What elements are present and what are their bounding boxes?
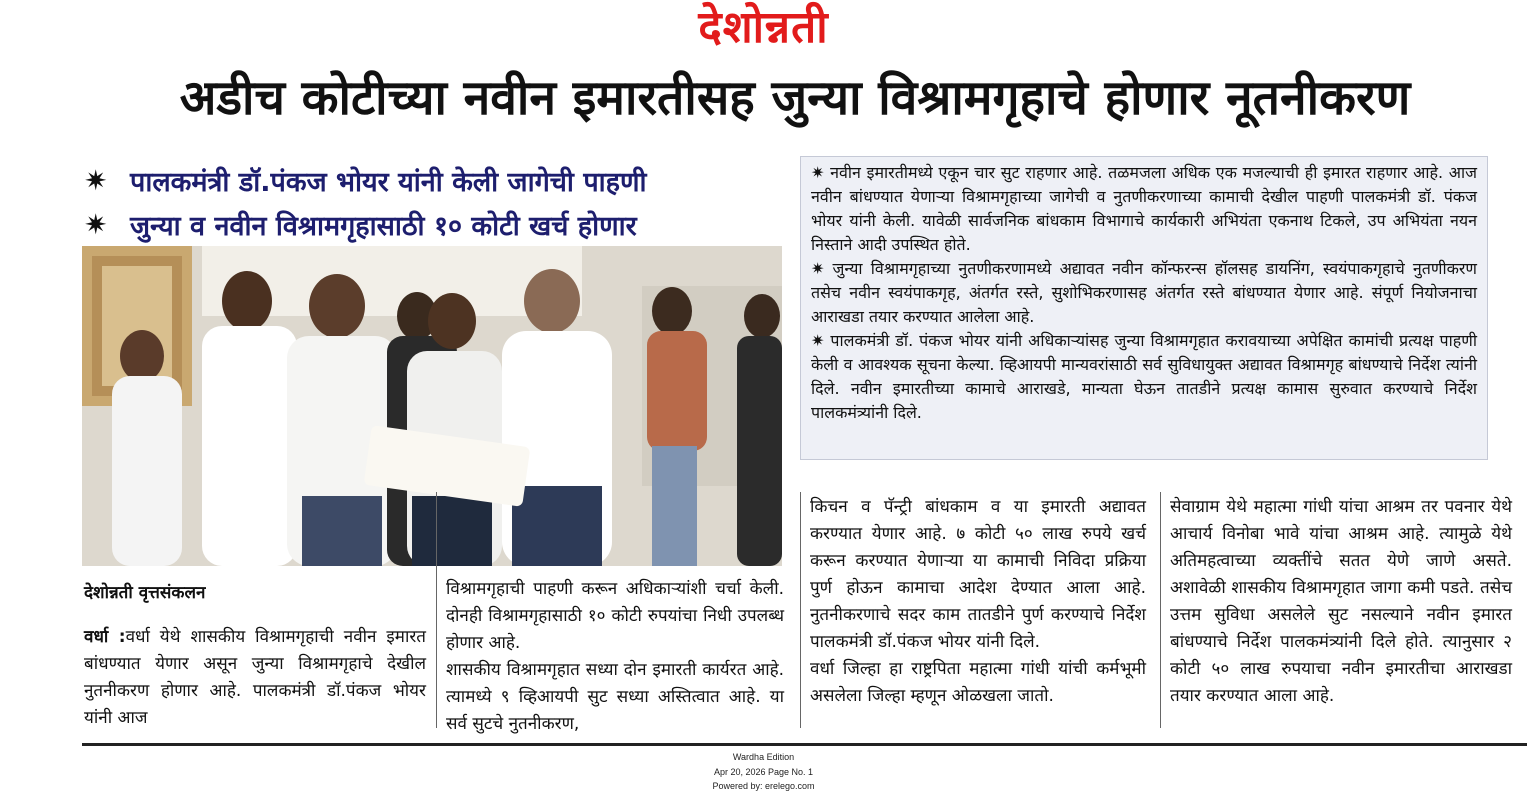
headline: अडीच कोटीच्या नवीन इमारतीसह जुन्या विश्रामगृहाचे होणार नूतनीकरण bbox=[179, 70, 1411, 126]
article-text: वर्धा येथे शासकीय विश्रामगृहाची नवीन इमारत बांधण्यात येणार असून जुन्या विश्रामगृहाचे देखील नुतनीकरण होणार आहे. पालकमंत्री डॉ.पंकज भोयर यांनी आज bbox=[84, 627, 426, 728]
article-column-3: किचन व पॅन्ट्री बांधकाम व या इमारती अद्यावत करण्यात येणार आहे. ७ कोटी ५० लाख रुपये खर्च करून करण्यात येणाऱ्या या कामाची निविदा प्रक्रिया पुर्ण होऊन कामाचा आदेश देण्यात आला आहे. नुतनीकरणाचे सदर काम तातडीने पुर्ण करण्याचे निर्देश पालकमंत्री डॉ.पंकज भोयर यांनी दिले. वर्धा जिल्हा हा राष्ट्रपिता महात्मा गांधी यांची कर्मभूमी असलेला जिल्हा म्हणून ओळखला जातो. bbox=[810, 497, 1146, 706]
masthead-logo: देशोन्नती bbox=[698, 2, 829, 53]
subheads bbox=[84, 158, 784, 246]
article-column-2: विश्रामगृहाची पाहणी करून अधिकाऱ्यांशी चर्चा केली. दोनही विश्रामगृहासाठी १० कोटी रुपयांचा निधी उपलब्ध होणार आहे. शासकीय विश्रामगृहात सध्या दोन इमारती कार्यरत आहे. त्यामध्ये ९ व्हिआयपी सुट सध्या अस्तित्वात आहे. या सर्व सुटचे नुतनीकरण, bbox=[446, 579, 784, 734]
footer-edition: Wardha Edition bbox=[732, 752, 795, 762]
column-divider bbox=[436, 492, 437, 728]
news-photo bbox=[82, 246, 782, 566]
footer-powered-by: Powered by: erelego.com bbox=[712, 781, 815, 791]
byline: देशोन्नती वृत्तसंकलन bbox=[84, 583, 206, 603]
subhead-1 bbox=[84, 158, 784, 202]
article-column-1 bbox=[84, 624, 426, 732]
column-divider bbox=[800, 492, 801, 728]
subhead-text: पालकमंत्री डॉ.पंकज भोयर यांनी केली जागेची पाहणी bbox=[130, 166, 647, 198]
subhead-text: जुन्या व नवीन विश्रामगृहासाठी १० कोटी खर्च होणार bbox=[130, 210, 637, 242]
subhead-2 bbox=[84, 202, 784, 246]
highlight-point: ✷ पालकमंत्री डॉ. पंकज भोयर यांनी अधिकाऱ्यांसह जुन्या विश्रामगृहात करावयाच्या अपेक्षित कामांची प्रत्यक्ष पाहणी केली व आवश्यक सूचना केल्या. व्हिआयपी मान्यवरांसाठी सर्व सुविधायुक्त अद्यावत विश्रामगृह बांधण्याचे निर्देश त्यांनी दिले. नवीन इमारतीच्या कामाचे आराखडे, मान्यता घेऊन तातडीने प्रत्यक्ष कामास सुरुवात करण्याचे निर्देश पालकमंत्र्यांनी दिले. bbox=[811, 331, 1477, 422]
footer-date-page: Apr 20, 2026 Page No. 1 bbox=[713, 767, 814, 777]
star-bullet-icon: ✷ bbox=[84, 163, 108, 197]
dateline-place: वर्धा : bbox=[84, 627, 126, 647]
column-divider bbox=[1160, 492, 1161, 728]
footer-rule bbox=[82, 743, 1527, 746]
star-bullet-icon: ✷ bbox=[84, 207, 108, 241]
article-column-4: सेवाग्राम येथे महात्मा गांधी यांचा आश्रम तर पवनार येथे आचार्य विनोबा भावे यांचा आश्रम आहे. त्यामुळे येथे अतिमहत्वाच्या व्यक्तींचे सतत येणे जाणे असते. अशावेळी शासकीय विश्रामगृहात जागा कमी पडते. तसेच उत्तम सुविधा असलेले सुट नसल्याने नवीन इमारत बांधण्याचे निर्देश पालकमंत्र्यांनी दिले होते. त्यानुसार २ कोटी ५० लाख रुपयाचा नवीन इमारतीचा आराखडा तयार करण्यात आला आहे. bbox=[1170, 497, 1512, 706]
highlight-point: ✷ जुन्या विश्रामगृहाच्या नुतणीकरणामध्ये अद्यावत नवीन कॉन्फरन्स हॉलसह डायनिंग, स्वयंपाकगृहाचे नुतणीकरण तसेच नवीन स्वयंपाकगृह, अंतर्गत रस्ते, सुशोभिकरणासह अंतर्गत रस्ते बांधण्यात येणार आहे. संपूर्ण नियोजनाचा आराखडा तयार करण्यात आलेला आहे. bbox=[811, 259, 1477, 326]
highlight-point: ✷ नवीन इमारतीमध्ये एकून चार सुट राहणार आहे. तळमजला अधिक एक मजल्याची ही इमारत राहणार आहे. आज नवीन बांधण्यात येणाऱ्या विश्रामगृहाच्या जागेची व नुतणीकरणाच्या कामाची देखील पाहणी पालकमंत्री डॉ. पंकज भोयर यांनी केली. यावेळी सार्वजनिक बांधकाम विभागाचे कार्यकारी अभियंता एकनाथ टिकले, उप अभियंता नयन निस्ताने आदी उपस्थित होते. bbox=[811, 163, 1477, 254]
highlights-box bbox=[800, 156, 1488, 460]
